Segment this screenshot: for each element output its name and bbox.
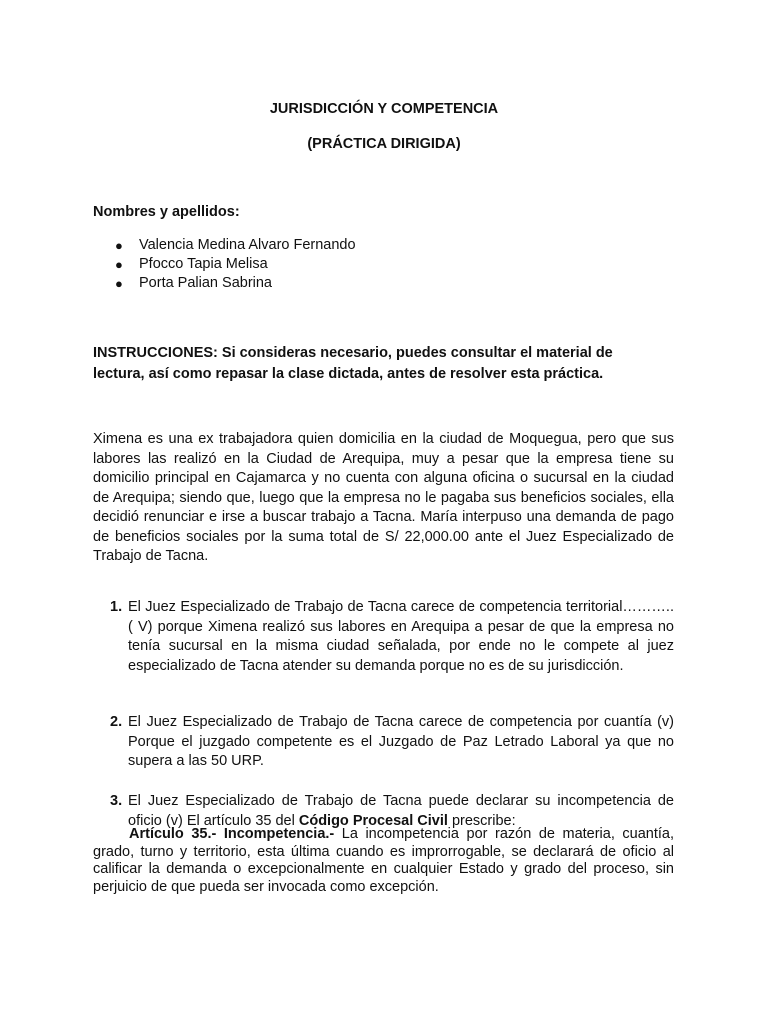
question-text: El Juez Especializado de Trabajo de Tacna carece de competencia por cuantía (v) Porque el juzgado competente es el Juzgado de Paz Letrado Laboral ya que no supera a las 50 URP. [128,714,674,769]
student-name: Valencia Medina Alvaro Fernando [139,237,356,253]
document-subtitle: (PRÁCTICA DIRIGIDA) [307,136,461,152]
question-text-part: El Juez Especializado de Trabajo de Tacna puede declarar su incompetencia de oficio (v) El artículo 35 del [128,793,674,829]
list-item [113,274,356,293]
case-paragraph: Ximena es una ex trabajadora quien domicilia en la ciudad de Moquegua, pero que sus labores las realizó en la Ciudad de Arequipa, muy a pesar que la empresa tiene su domicilio principal en Cajamarca y no cuenta con alguna oficina o sucursal en la ciudad de Arequipa; siendo que, luego que la empresa no le pagaba sus beneficios sociales, ella decidió renunciar e irse a buscar trabajo a Tacna. María interpuso una demanda de pago de beneficios sociales por la suma total de S/ 22,000.00 ante el Juez Especializado de Trabajo de Tacna. [93,431,674,564]
question-number: 1. [110,599,123,615]
article-heading: Artículo 35.- Incompetencia.- [129,826,335,842]
bullet-icon: ● [115,276,123,291]
list-item [113,255,356,274]
student-name: Pfocco Tapia Melisa [139,256,268,272]
document-title: JURISDICCIÓN Y COMPETENCIA [269,101,499,117]
student-name: Porta Palian Sabrina [139,275,272,291]
code-name: Código Procesal Civil [298,812,448,829]
question-text: El Juez Especializado de Trabajo de Tacna carece de competencia territorial……….. ( V) porque Ximena realizó sus labores en Arequipa a pesar de que la empresa no tenía sucursal en la misma ciudad señalada, por ende no le compete al juez especializado de Tacna atender su demanda porque no es de su jurisdicción. [128,599,674,674]
article-quote [93,826,674,896]
question-text-part: prescribe: [447,812,516,829]
question-1 [93,598,674,676]
bullet-icon: ● [115,257,123,272]
bullet-icon: ● [115,238,123,253]
question-number: 2. [110,714,123,730]
names-label: Nombres y apellidos: [93,204,240,220]
article-body: La incompetencia por razón de materia, cuantía, grado, turno y territorio, esta última cuando es improrrogable, se declarará de oficio al calificar la demanda o excepcionalmente en cualquier Estado y grado del proceso, sin perjuicio de que pueda ser invocada como excepción. [93,826,675,895]
question-number: 3. [110,793,123,809]
question-2 [93,713,674,772]
names-list [113,236,356,293]
instructions-paragraph: INSTRUCCIONES: Si consideras necesario, puedes consultar el material de lectura, así como repasar la clase dictada, antes de resolver esta práctica. [93,345,613,382]
list-item [113,236,356,255]
